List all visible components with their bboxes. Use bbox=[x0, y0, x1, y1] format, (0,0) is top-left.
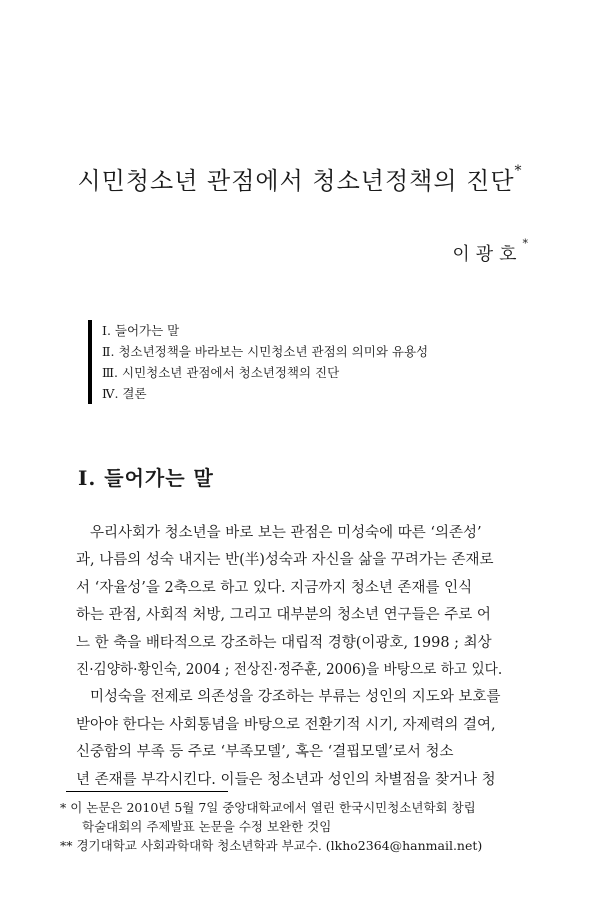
paper-title bbox=[40, 163, 560, 196]
footnote-1: * 이 논문은 2010년 5월 7일 중앙대학교에서 열린 한국시민청소년학회 창립 bbox=[60, 800, 476, 815]
paper-title-text: 시민청소년 관점에서 청소년정책의 진단 bbox=[77, 167, 515, 195]
body-line-text: 느 한 축을 배타적으로 강조하는 대립적 경향(이광호, 1998 ; 최상 bbox=[76, 634, 492, 651]
body-line-text: 과, 나름의 성숙 내지는 반(半)성숙과 자신을 삶을 꾸려가는 존재로 bbox=[76, 552, 494, 569]
toc-item-3: Ⅲ. 시민청소년 관점에서 청소년정책의 진단 bbox=[102, 365, 340, 380]
toc-item-4: Ⅳ. 결론 bbox=[102, 386, 147, 401]
footnote-2: ** 경기대학교 사회과학대학 청소년학과 부교수. (lkho2364@hanmail.net) bbox=[60, 838, 483, 853]
body-line-text: 년 존재를 부각시킨다. 이들은 청소년과 성인의 차별점을 찾거나 청 bbox=[76, 771, 496, 788]
body-line-text: 신중함의 부족 등 주로 ‘부족모델’, 혹은 ‘결핍모델’로서 청소 bbox=[76, 744, 454, 761]
footnote-divider bbox=[66, 791, 228, 792]
title-footnote-mark: * bbox=[514, 163, 523, 179]
body-line bbox=[76, 767, 502, 794]
author-footnote-mark: * bbox=[522, 237, 528, 250]
body-line bbox=[76, 575, 502, 602]
body-line-text: 미성숙을 전제로 의존성을 강조하는 부류는 성인의 지도와 보호를 bbox=[90, 689, 501, 706]
table-of-contents bbox=[88, 320, 428, 404]
body-line bbox=[76, 520, 502, 547]
body-line-text: 하는 관점, 사회적 처방, 그리고 대부분의 청소년 연구들은 주로 어 bbox=[76, 607, 491, 624]
body-line bbox=[76, 712, 502, 739]
body-line bbox=[76, 602, 502, 629]
author-name bbox=[452, 237, 528, 266]
body-text bbox=[76, 520, 502, 794]
body-line bbox=[76, 684, 502, 711]
body-line bbox=[76, 547, 502, 574]
body-line-text: 서 ‘자율성’을 2축으로 하고 있다. 지금까지 청소년 존재를 인식 bbox=[76, 579, 473, 596]
footnote-1-continued: 학술대회의 주제발표 논문을 수정 보완한 것임 bbox=[82, 819, 332, 834]
body-line bbox=[76, 630, 502, 657]
body-line-text: 받아야 한다는 사회통념을 바탕으로 전환기적 시기, 자제력의 결여, bbox=[76, 716, 496, 733]
footnotes bbox=[60, 798, 482, 855]
body-line-text: 진·김양하·황인숙, 2004 ; 전상진·정주훈, 2006)을 바탕으로 하고 있다. bbox=[76, 662, 503, 679]
body-line bbox=[76, 739, 502, 766]
author-name-text: 이광호 bbox=[452, 244, 523, 265]
section-heading: Ⅰ. 들어가는 말 bbox=[78, 466, 214, 490]
toc-item-1: Ⅰ. 들어가는 말 bbox=[102, 323, 180, 338]
body-line bbox=[76, 657, 502, 684]
body-line-text: 우리사회가 청소년을 바로 보는 관점은 미성숙에 따른 ‘의존성’ bbox=[90, 525, 482, 541]
toc-item-2: Ⅱ. 청소년정책을 바라보는 시민청소년 관점의 의미와 유용성 bbox=[102, 344, 429, 359]
